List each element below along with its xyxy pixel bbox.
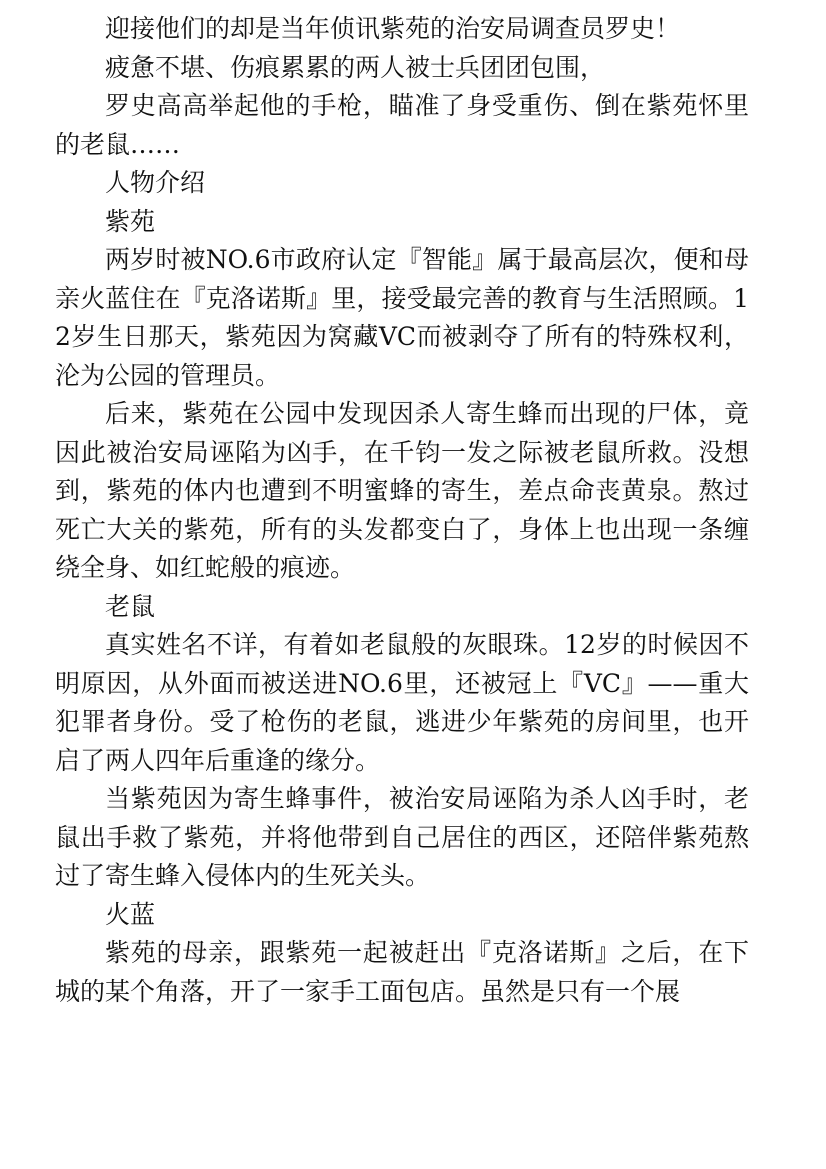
nezumi-paragraph-2: 当紫苑因为寄生蜂事件，被治安局诬陷为杀人凶手时，老鼠出手救了紫苑，并将他带到自己居住的西区，还陪伴紫苑熬过了寄生蜂入侵体内的生死关头。 — [55, 784, 749, 890]
section-heading-characters: 人物介绍 — [105, 168, 206, 197]
story-paragraph-2: 疲惫不堪、伤痕累累的两人被士兵团团包围， — [105, 52, 606, 82]
karan-paragraph-1: 紫苑的母亲，跟紫苑一起被赶出『克洛诺斯』之后，在下城的某个角落，开了一家手工面包店。虽然是只有一个展 — [55, 938, 749, 1006]
character-name-shion: 紫苑 — [105, 206, 156, 236]
document-page — [55, 10, 749, 1011]
story-paragraph-3: 罗史高高举起他的手枪，瞄准了身受重伤、倒在紫苑怀里的老鼠…… — [55, 91, 749, 159]
nezumi-paragraph-1: 真实姓名不详，有着如老鼠般的灰眼珠。12岁的时候因不明原因，从外面而被送进NO.6里，还被冠上『VC』——重大犯罪者身份。受了枪伤的老鼠，逃进少年紫苑的房间里，也开启了两人四年后重逢的缘分。 — [55, 630, 749, 775]
story-paragraph-1: 迎接他们的却是当年侦讯紫苑的治安局调查员罗史！ — [105, 14, 681, 43]
character-name-nezumi: 老鼠 — [105, 591, 156, 621]
shion-paragraph-1: 两岁时被NO.6市政府认定『智能』属于最高层次，便和母亲火蓝住在『克洛诺斯』里，接受最完善的教育与生活照顾。12岁生日那天，紫苑因为窝藏VC而被剥夺了所有的特殊权利，沦为公园的管理员。 — [55, 245, 749, 390]
character-name-karan: 火蓝 — [105, 899, 156, 929]
shion-paragraph-2: 后来，紫苑在公园中发现因杀人寄生蜂而出现的尸体，竟因此被治安局诬陷为凶手，在千钧一发之际被老鼠所救。没想到，紫苑的体内也遭到不明蜜蜂的寄生，差点命丧黄泉。熬过死亡大关的紫苑，所有的头发都变白了，身体上也出现一条缠绕全身、如红蛇般的痕迹。 — [55, 399, 749, 582]
